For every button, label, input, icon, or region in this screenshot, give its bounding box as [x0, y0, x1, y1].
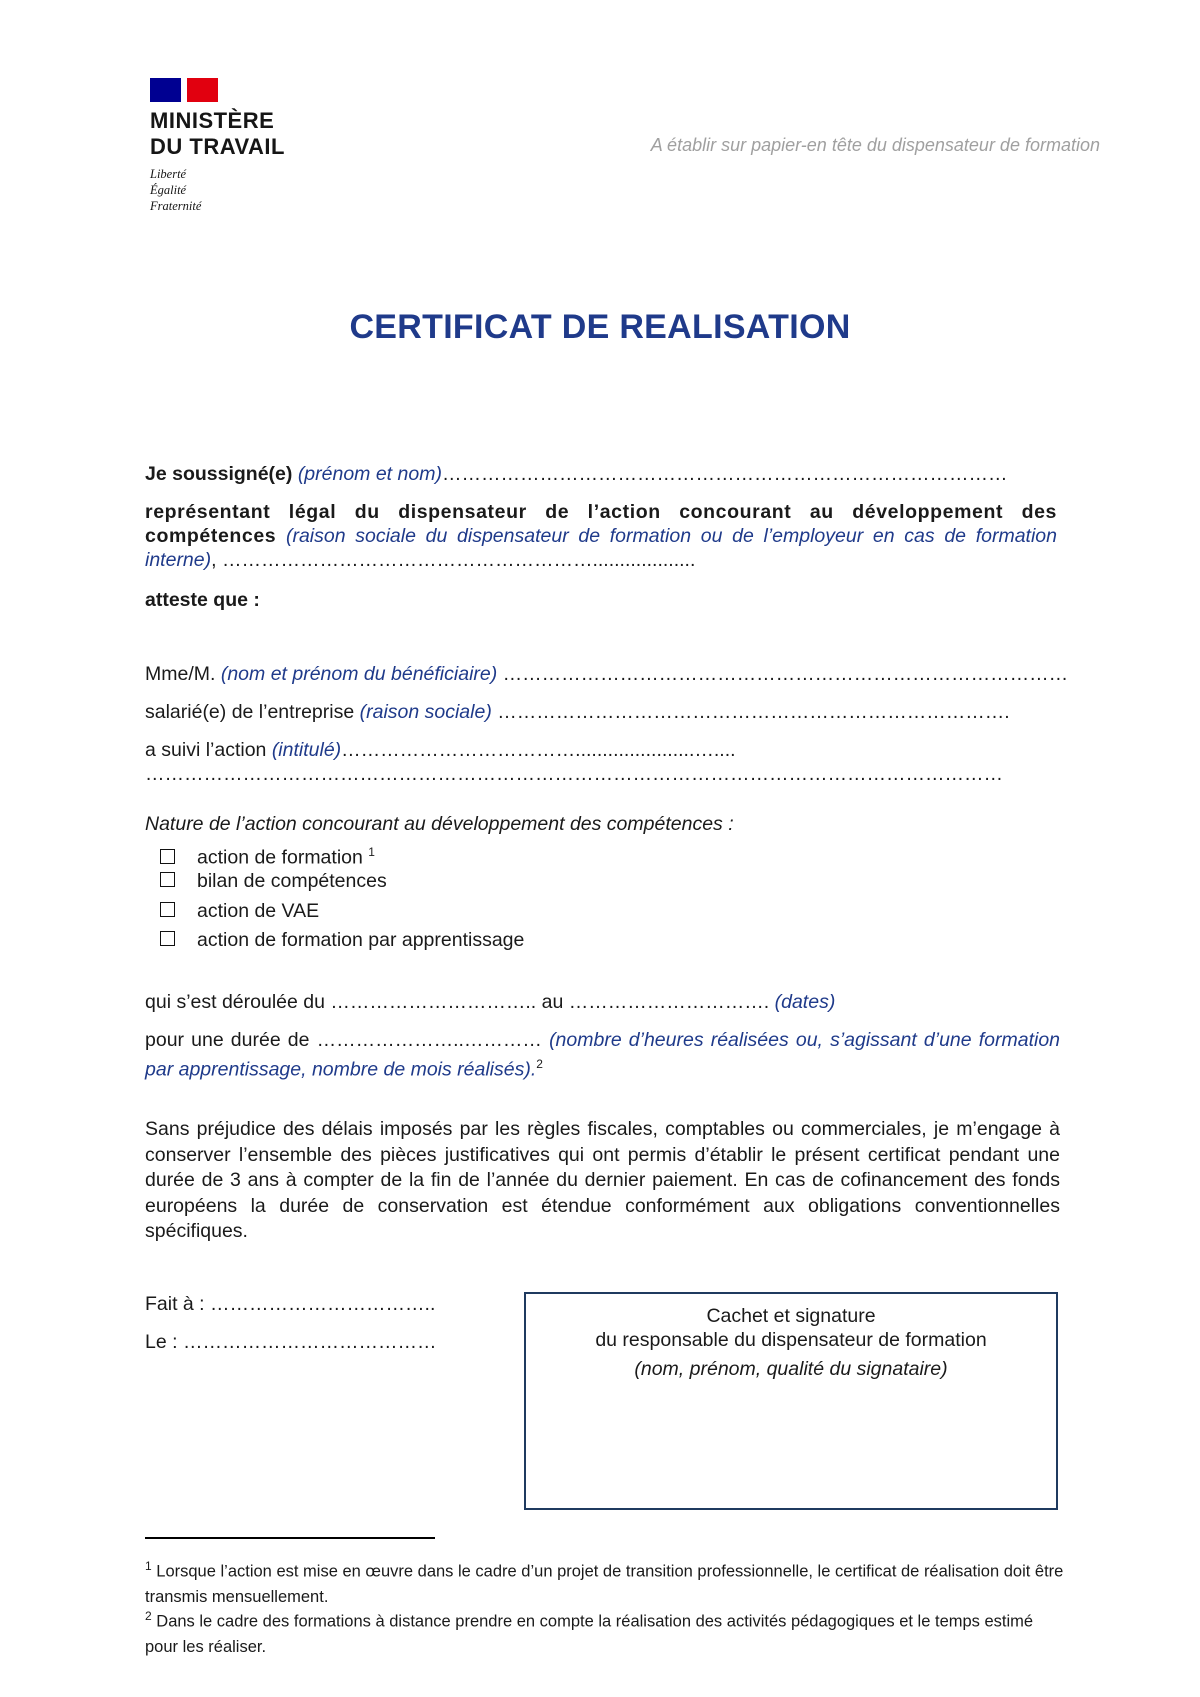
fait-line — [145, 1292, 485, 1316]
motto-egalite: Égalité — [150, 183, 187, 197]
salarie-line — [145, 700, 1060, 724]
signature-box[interactable] — [524, 1292, 1058, 1510]
duration-block — [145, 1028, 1060, 1082]
salarie-label: salarié(e) de l’entreprise — [145, 701, 355, 723]
option-apprentissage-label: action de formation par apprentissage — [197, 929, 525, 951]
footnote-ref-1: 1 — [368, 845, 375, 859]
sigbox-line3: (nom, prénom, qualité du signataire) — [634, 1358, 948, 1380]
option-bilan-label: bilan de compétences — [197, 870, 387, 892]
footnote-1 — [145, 1554, 1065, 1610]
footnote-1-text: Lorsque l’action est mise en œuvre dans le cadre d’un projet de transition professionnelle, le certificat de réalisation doit être transmis mensuellement. — [145, 1562, 1064, 1606]
period-au: au — [541, 991, 564, 1013]
atteste-label: atteste que : — [145, 589, 260, 611]
beneficiaire-line — [145, 662, 1069, 686]
header-note: A établir sur papier-en tête du dispensateur de formation — [650, 135, 1100, 155]
option-apprentissage[interactable] — [160, 928, 1075, 952]
motto-fraternite: Fraternité — [150, 199, 202, 213]
option-vae-label: action de VAE — [197, 900, 320, 922]
duration-label: pour une durée de — [145, 1029, 310, 1051]
motto-liberte: Liberté — [150, 167, 187, 181]
salarie-hint: (raison sociale) — [359, 701, 492, 723]
footnote-2-text: Dans le cadre des formations à distance prendre en compte la réalisation des activités pédagogiques et le temps estimé pour les réaliser. — [145, 1612, 1034, 1656]
beneficiaire-dots[interactable]: …………………………………………………………………………… — [502, 663, 1069, 685]
action-label: a suivi l’action — [145, 739, 267, 761]
soussigne-label: Je soussigné(e) — [145, 463, 293, 485]
footnote-2 — [145, 1604, 1065, 1660]
representant-hint: (raison sociale du dispensateur de formation ou de l’employeur en cas de formation interne) — [145, 525, 1057, 571]
duration-hint: (nombre d’heures réalisées ou, s’agissant d’une formation par apprentissage, nombre de mois réalisés). — [145, 1029, 1061, 1081]
period-from-dots[interactable]: ………………………….. — [330, 991, 537, 1013]
footnote-2-number: 2 — [145, 1609, 152, 1623]
soussigne-hint: (prénom et nom) — [297, 463, 442, 485]
french-flag-icon — [150, 78, 218, 102]
option-formation[interactable] — [160, 840, 1075, 870]
action-line — [145, 738, 1060, 762]
representant-dots[interactable]: , …………………………………………………................... — [211, 549, 696, 571]
checkbox-apprentissage[interactable] — [160, 931, 175, 946]
page-title: CERTIFICAT DE REALISATION — [349, 308, 851, 346]
option-formation-label: action de formation — [197, 846, 363, 869]
conservation-paragraph: Sans préjudice des délais imposés par les règles fiscales, comptables ou commerciales, je m’engage à conserver l’ensemble des pièces justificatives qui ont permis d’établir le présent certificat pendant une durée de 3 ans à compter de la fin de l’année du dernier paiement. En cas de cofinancement des fonds européens la durée de conservation est étendue conformément aux obligations conventionnelles spécifiques. — [145, 1118, 1060, 1242]
checkbox-formation[interactable] — [160, 849, 175, 864]
beneficiaire-label: Mme/M. — [145, 663, 216, 685]
option-vae[interactable] — [160, 899, 1075, 923]
period-to-dots[interactable]: …………………………. — [568, 991, 770, 1013]
duration-dots[interactable]: …………………..………… — [316, 1029, 542, 1051]
footnote-ref-2: 2 — [536, 1057, 543, 1071]
period-hint: (dates) — [774, 991, 836, 1013]
ministry-name-line1: MINISTÈRE — [150, 108, 275, 133]
salarie-dots[interactable]: ……………………………………………………………………. — [497, 701, 1010, 723]
checkbox-vae[interactable] — [160, 902, 175, 917]
action-dots[interactable]: ………………………………......................….... — [341, 739, 736, 761]
le-line — [145, 1330, 485, 1354]
footnote-1-number: 1 — [145, 1559, 152, 1573]
ministry-name-line2: DU TRAVAIL — [150, 134, 285, 159]
fait-label: Fait à : — [145, 1293, 205, 1315]
option-bilan[interactable] — [160, 869, 1075, 893]
sigbox-line1: Cachet et signature — [706, 1305, 876, 1327]
sigbox-line2: du responsable du dispensateur de formation — [595, 1329, 987, 1351]
soussigne-dots[interactable]: …………………………………………………………………………… — [441, 463, 1008, 485]
footnote-divider — [145, 1537, 435, 1539]
action-hint: (intitulé) — [271, 739, 342, 761]
representant-label: représentant légal du dispensateur de l’action concourant au développement des compétences — [145, 501, 1057, 547]
representant-block — [145, 500, 1057, 572]
nature-heading: Nature de l’action concourant au développement des compétences : — [145, 813, 734, 835]
fait-dots[interactable]: …………………………….. — [210, 1293, 436, 1315]
period-line — [145, 990, 1060, 1014]
ministry-logo — [150, 78, 320, 214]
le-label: Le : — [145, 1331, 178, 1353]
action-dots-line2[interactable]: …………………………………………………………………………………………………………………… — [145, 763, 1003, 785]
period-label: qui s’est déroulée du — [145, 991, 325, 1013]
checkbox-bilan[interactable] — [160, 872, 175, 887]
soussigne-line — [145, 462, 1060, 486]
beneficiaire-hint: (nom et prénom du bénéficiaire) — [220, 663, 498, 685]
le-dots[interactable]: ………………………………… — [182, 1331, 437, 1353]
